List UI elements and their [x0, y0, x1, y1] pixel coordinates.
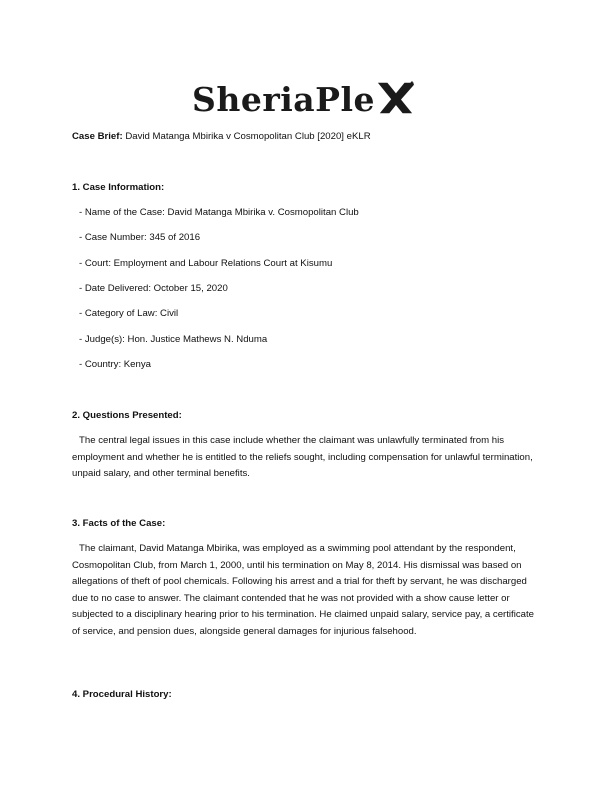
logo-wordmark: SheriaPle	[192, 79, 375, 119]
section-3-body: The claimant, David Matanga Mbirika, was employed as a swimming pool attendant by the respondent, Cosmopolitan Club, from March 1, 2000, until his termination on May 8, 2014. His dismissal was based on allegations of theft of pool chemicals. Following his arrest and a trial for theft by servant, he was discharged due to no case to answer. The claimant contended that he was not provided with a show cause letter or subjected to a disciplinary hearing prior to his termination. He claimed unpaid salary, service pay, a certificate of service, and pension dues, alongside general damages for injurious falsehood.	[72, 543, 534, 637]
logo-x-mark-icon	[376, 79, 414, 117]
case-info-item: - Judge(s): Hon. Justice Mathews N. Nduma	[79, 334, 268, 345]
case-brief-label: Case Brief:	[72, 131, 123, 142]
case-brief-title: David Matanga Mbirika v Cosmopolitan Club [2020] eKLR	[125, 131, 371, 142]
section-2-heading: 2. Questions Presented:	[72, 410, 182, 421]
case-info-item: - Name of the Case: David Matanga Mbirika v. Cosmopolitan Club	[79, 207, 359, 218]
case-brief-line	[72, 131, 371, 143]
section-3-heading: 3. Facts of the Case:	[72, 518, 166, 529]
sheriaplex-logo	[192, 76, 422, 122]
section-2-body: The central legal issues in this case include whether the claimant was unlawfully terminated from his employment and whether he is entitled to the reliefs sought, including compensation for unlawful termination, unpaid salary, and other terminal benefits.	[72, 435, 533, 480]
case-info-item: - Court: Employment and Labour Relations Court at Kisumu	[79, 258, 333, 269]
section-1-heading: 1. Case Information:	[72, 182, 165, 193]
case-info-item: - Category of Law: Civil	[79, 308, 179, 319]
case-info-item: - Country: Kenya	[79, 359, 151, 370]
case-info-item: - Date Delivered: October 15, 2020	[79, 283, 228, 294]
case-info-item: - Case Number: 345 of 2016	[79, 232, 201, 243]
section-4-heading: 4. Procedural History:	[72, 689, 172, 700]
